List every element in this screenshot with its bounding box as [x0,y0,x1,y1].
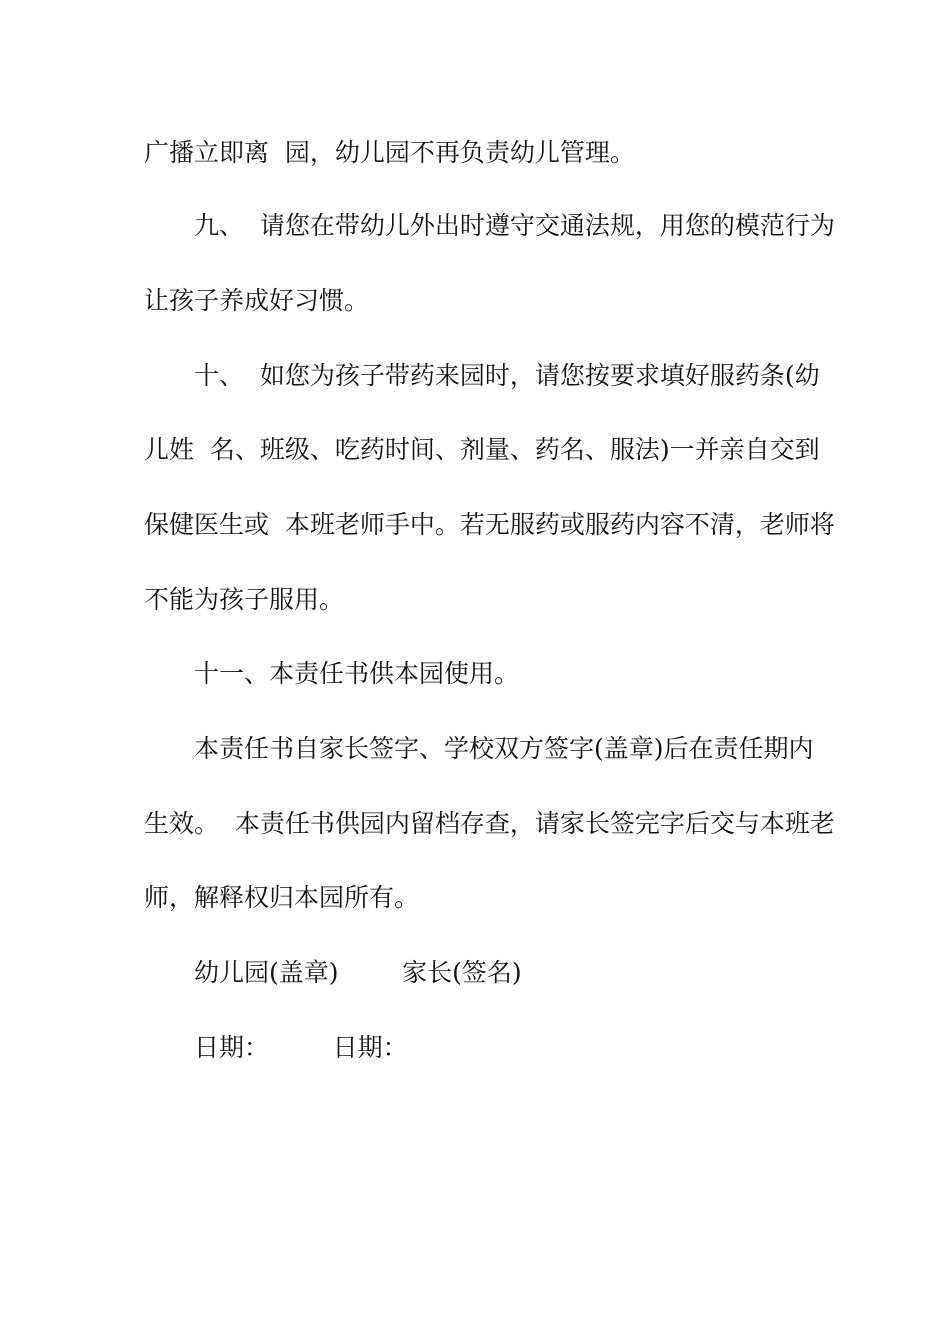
date-line: 日期： 日期： [194,1033,408,1062]
signature-line: 幼儿园(盖章) 家长(签名) [194,958,522,987]
text-line-2: 九、 请您在带幼儿外出时遵守交通法规，用您的模范行为 [194,211,835,240]
text-line-11: 师，解释权归本园所有。 [144,883,420,912]
text-line-9: 本责任书自家长签字、学校双方签字(盖章)后在责任期内 [194,734,814,763]
text-line-1: 广播立即离 园，幼儿园不再负责幼儿管理。 [144,138,635,167]
text-line-6: 保健医生或 本班老师手中。若无服药或服药内容不清，老师将 [144,510,835,539]
text-line-5: 儿姓 名、班级、吃药时间、剂量、药名、服法)一并亲自交到 [144,435,820,464]
text-line-10: 生效。 本责任书供园内留档存查，请家长签完字后交与本班老 [144,809,835,838]
text-line-8: 十一、本责任书供本园使用。 [194,659,520,688]
text-line-3: 让孩子养成好习惯。 [144,286,370,315]
text-line-7: 不能为孩子服用。 [144,585,345,614]
text-line-4: 十、 如您为孩子带药来园时，请您按要求填好服药条(幼 [194,361,820,390]
